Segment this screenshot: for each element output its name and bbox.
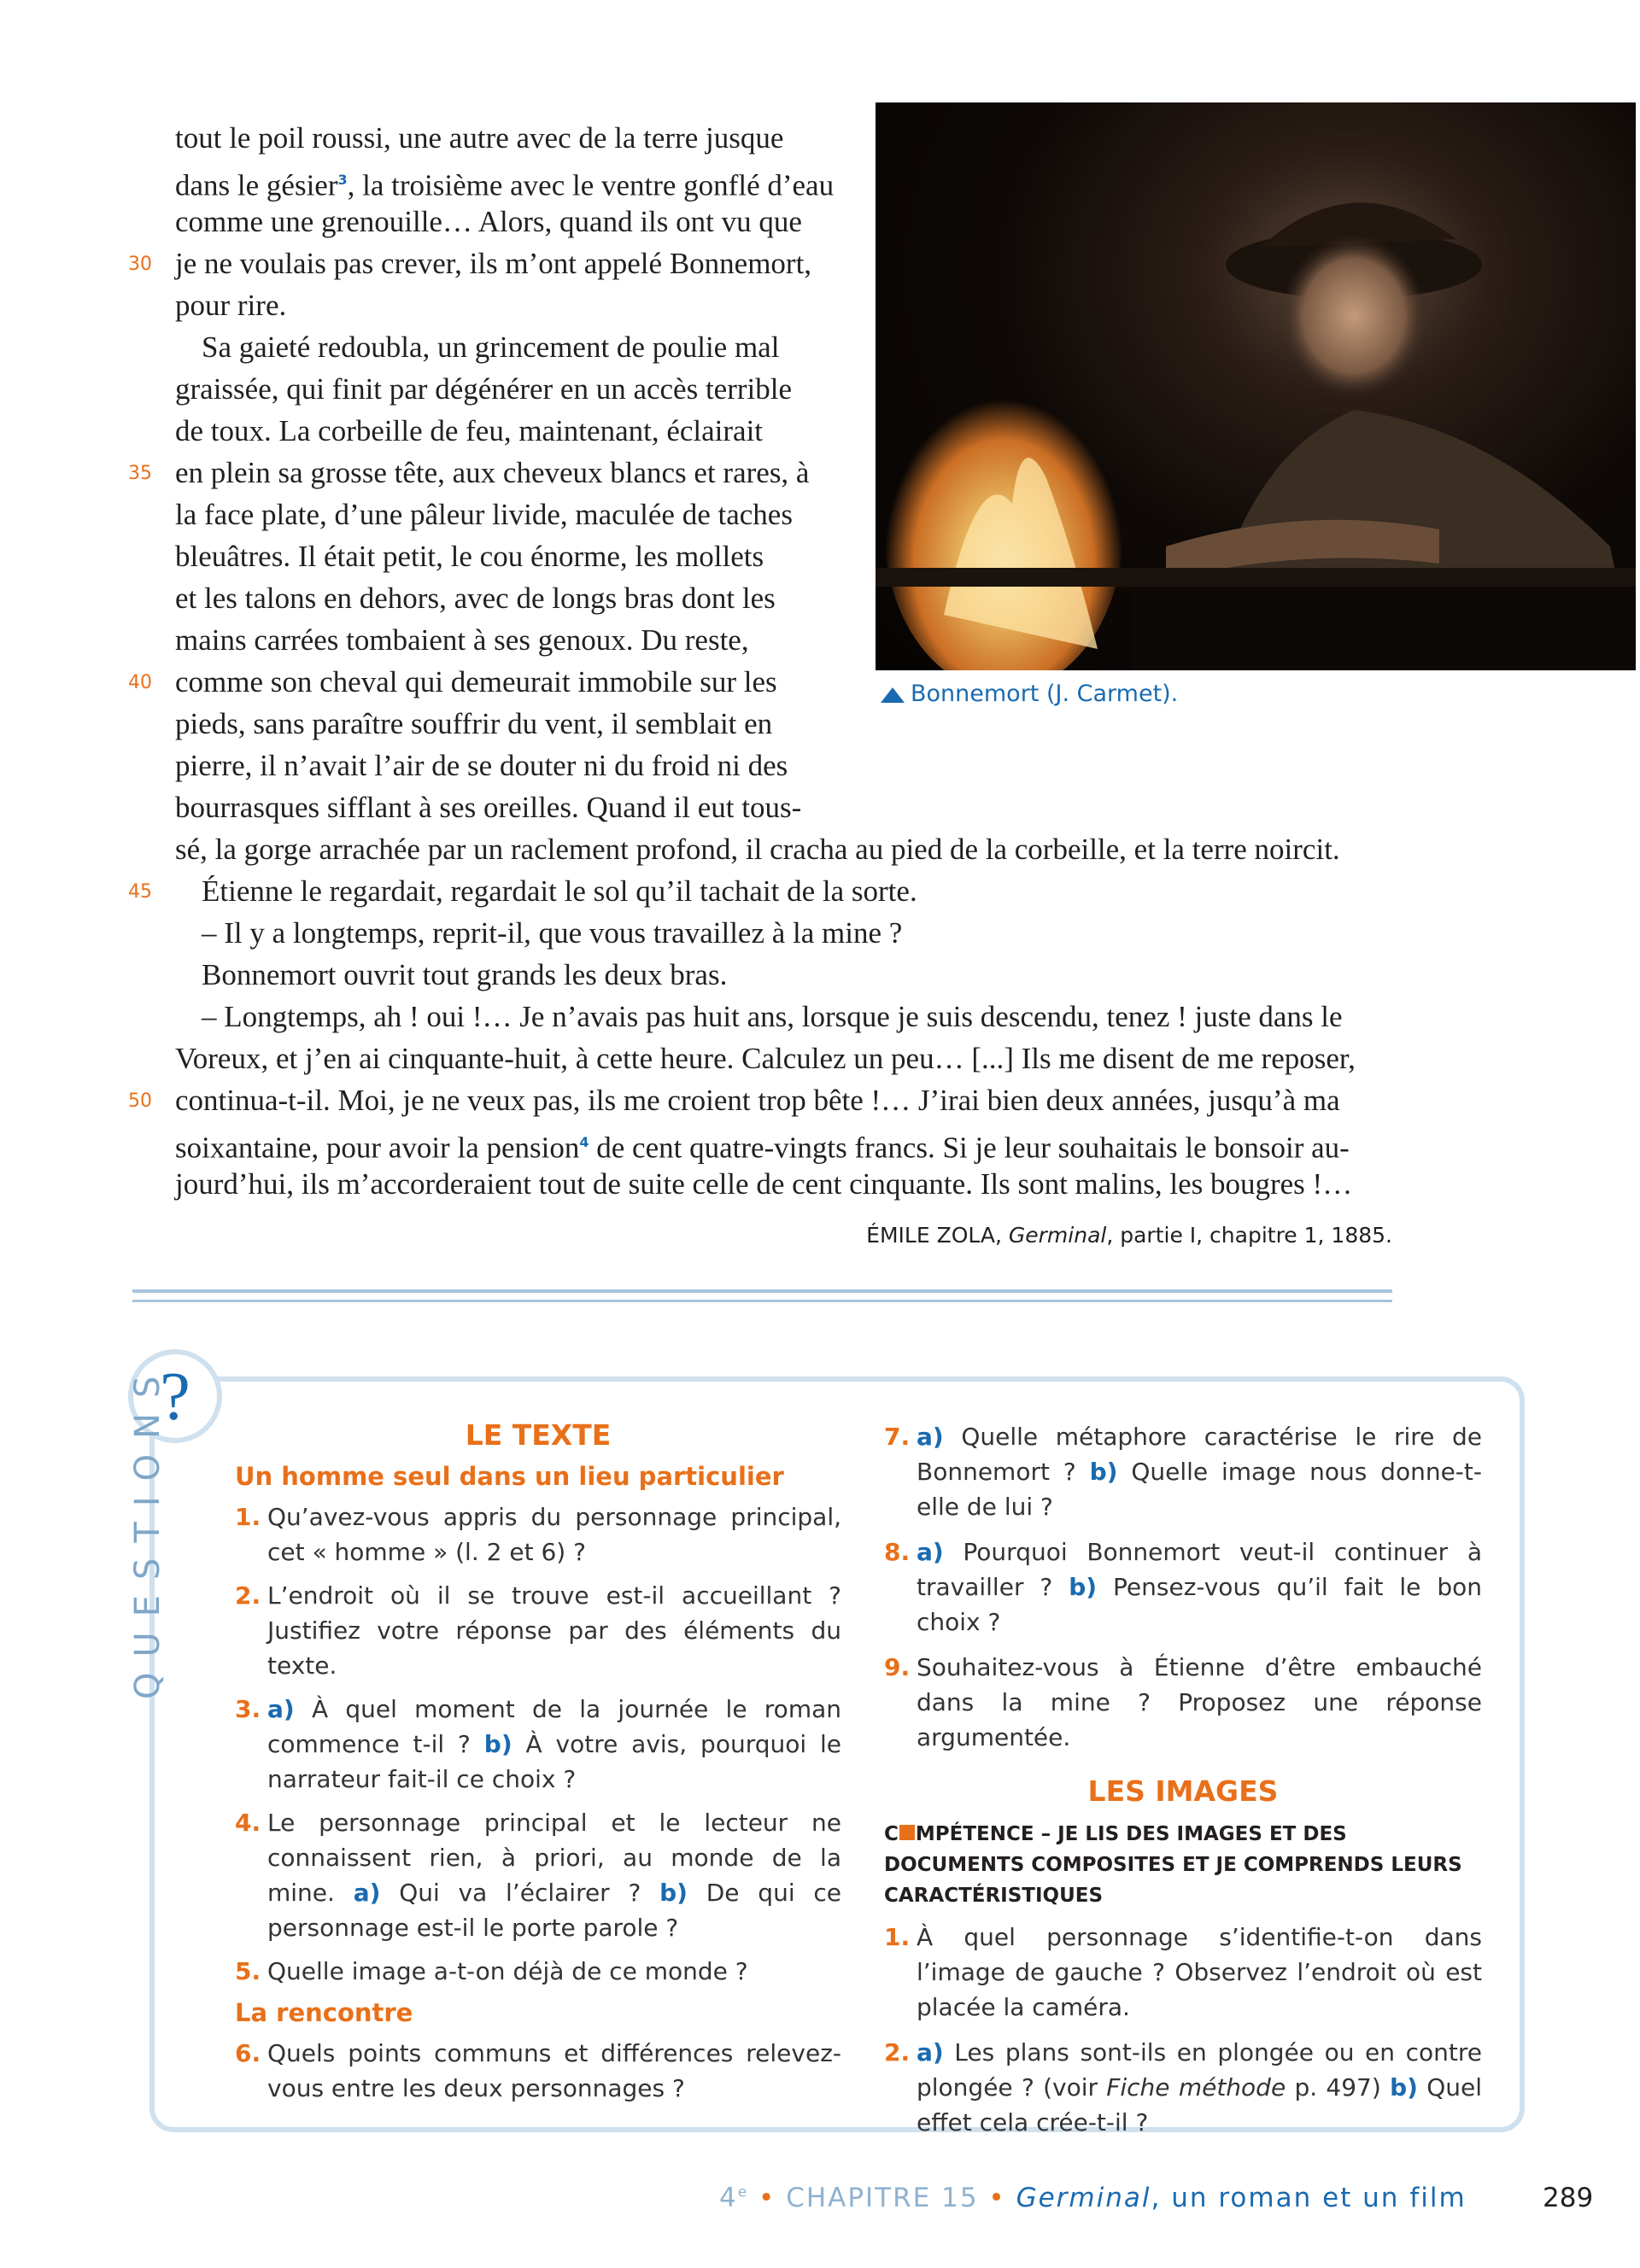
- text-line: en plein sa grosse tête, aux cheveux blancs et rares, à: [175, 456, 810, 489]
- text-line: dans le gésier$^3$, la troisième avec le ventre gonflé d’eau: [175, 168, 835, 202]
- triangle-up-icon: [880, 686, 905, 704]
- divider: [132, 1289, 1392, 1293]
- text-line: pour rire.: [175, 289, 287, 322]
- line-number: 40: [128, 672, 152, 693]
- text-line: Voreux, et j’en ai cinquante-huit, à cette heure. Calculez un peu… [...] Ils me disent de me reposer,: [175, 1042, 1356, 1075]
- text-line: jourd’hui, ils m’accorderaient tout de suite celle de cent cinquante. Ils sont malins, les bougres !…: [175, 1167, 1353, 1201]
- question-item: 3. a) À quel moment de la journée le roman commence t-il ? b) À votre avis, pourquoi le narrateur fait-il ce choix ?: [235, 1695, 842, 1793]
- section-heading: LE TEXTE: [465, 1418, 612, 1452]
- questions-left-column: [235, 1418, 841, 2106]
- text-line: je ne voulais pas crever, ils m’ont appelé Bonnemort,: [175, 247, 812, 280]
- question-item: 2. a) Les plans sont-ils en plongée ou en contre plongée ? (voir Fiche méthode p. 497) b) Quel effet cela crée-t-il ?: [884, 2038, 1482, 2136]
- text-line: comme son cheval qui demeurait immobile sur les: [175, 665, 777, 699]
- line-number: 35: [128, 463, 152, 484]
- text-line: sé, la gorge arrachée par un raclement profond, il cracha au pied de la corbeille, et la terre noircit.: [175, 833, 1340, 866]
- question-mark-icon: ?: [160, 1359, 190, 1435]
- text-line: tout le poil roussi, une autre avec de la terre jusque: [175, 121, 784, 155]
- text-line: bleuâtres. Il était petit, le cou énorme, les mollets: [175, 540, 764, 573]
- text-line: de toux. La corbeille de feu, maintenant, éclairait: [175, 414, 764, 447]
- text-line: Bonnemort ouvrit tout grands les deux bras.: [202, 958, 728, 991]
- text-line: Étienne le regardait, regardait le sol qu’il tachait de la sorte.: [202, 874, 917, 908]
- text-line: soixantaine, pour avoir la pension$^4$ de cent quatre-vingts francs. Si je leur souhaitais le bonsoir au-: [175, 1131, 1350, 1165]
- text-line: continua-t-il. Moi, je ne veux pas, ils me croient trop bête !… J’irai bien deux années, jusqu’à ma: [175, 1084, 1340, 1117]
- competence-label: C MPÉTENCE – JE LIS DES IMAGES ET DES DOCUMENTS COMPOSITES ET JE COMPRENDS LEURS CARACTÉRISTIQUES: [884, 1823, 1462, 1907]
- footnote-marker: 3: [337, 172, 348, 188]
- photo-caption: Bonnemort (J. Carmet).: [880, 681, 1178, 707]
- text-line: – Longtemps, ah ! oui !… Je n’avais pas huit ans, lorsque je suis descendu, tenez ! juste dans le: [202, 1000, 1343, 1033]
- text-line: la face plate, d’une pâleur livide, maculée de taches: [175, 498, 793, 531]
- text-line: et les talons en dehors, avec de longs bras dont les: [175, 582, 776, 615]
- question-item: 9. Souhaitez-vous à Étienne d’être embauché dans la mine ? Proposez une réponse argumentée.: [884, 1653, 1482, 1751]
- text-line: pierre, il n’avait l’air de se douter ni du froid ni des: [175, 749, 788, 782]
- question-item: 7. a) Quelle métaphore caractérise le rire de Bonnemort ? b) Quelle image nous donne-t-elle de lui ?: [884, 1423, 1482, 1521]
- film-still-photo: [876, 102, 1636, 670]
- divider: [132, 1300, 1392, 1302]
- section-heading: LES IMAGES: [1087, 1774, 1279, 1808]
- question-item: 1. Qu’avez-vous appris du personnage principal, cet « homme » (l. 2 et 6) ?: [235, 1503, 841, 1566]
- question-item: 1. À quel personnage s’identifie-t-on dans l’image de gauche ? Observez l’endroit où est placée la caméra.: [884, 1923, 1482, 2021]
- text-line: graissée, qui finit par dégénérer en un accès terrible: [175, 372, 793, 406]
- source-credit: ÉMILE ZOLA, Germinal, partie I, chapitre 1, 1885.: [866, 1223, 1392, 1248]
- line-number: 50: [128, 1090, 152, 1112]
- text-line: mains carrées tombaient à ses genoux. Du reste,: [175, 623, 749, 657]
- subsection-heading: La rencontre: [235, 1998, 413, 2027]
- question-item: 2. L’endroit où il se trouve est-il accueillant ? Justifiez votre réponse par des éléments du texte.: [235, 1581, 841, 1680]
- text-line: bourrasques sifflant à ses oreilles. Quand il eut tous-: [175, 791, 802, 824]
- question-item: 6. Quels points communs et différences relevez-vous entre les deux personnages ?: [235, 2039, 841, 2102]
- text-line: pieds, sans paraître souffrir du vent, il semblait en: [175, 707, 773, 740]
- text-line: – Il y a longtemps, reprit-il, que vous travaillez à la mine ?: [202, 916, 903, 950]
- line-number: 45: [128, 881, 152, 903]
- question-item: 4. Le personnage principal et le lecteur ne connaissent rien, à priori, au monde de la mine. a) Qui va l’éclairer ? b) De qui ce personnage est-il le porte parole ?: [235, 1809, 842, 1942]
- footnote-marker: 4: [579, 1134, 589, 1150]
- running-footer: 4e • CHAPITRE 15 • Germinal, un roman et un film: [719, 2183, 1467, 2213]
- question-item: 5. Quelle image a-t-on déjà de ce monde ?: [235, 1957, 748, 1985]
- page-number: 289: [1543, 2183, 1594, 2213]
- questions-right-column: [884, 1419, 1482, 2140]
- square-o-icon: [899, 1825, 915, 1840]
- text-line: Sa gaieté redoubla, un grincement de poulie mal: [202, 330, 780, 364]
- subsection-heading: Un homme seul dans un lieu particulier: [235, 1462, 784, 1491]
- text-line: comme une grenouille… Alors, quand ils ont vu que: [175, 205, 802, 238]
- line-number: 30: [128, 254, 152, 275]
- film-still-illustration: [876, 102, 1636, 670]
- questions-vertical-label: QUESTIONS: [128, 1360, 167, 1699]
- question-item: 8. a) Pourquoi Bonnemort veut-il continuer à travailler ? b) Pensez-vous qu’il fait le bon choix ?: [884, 1538, 1482, 1636]
